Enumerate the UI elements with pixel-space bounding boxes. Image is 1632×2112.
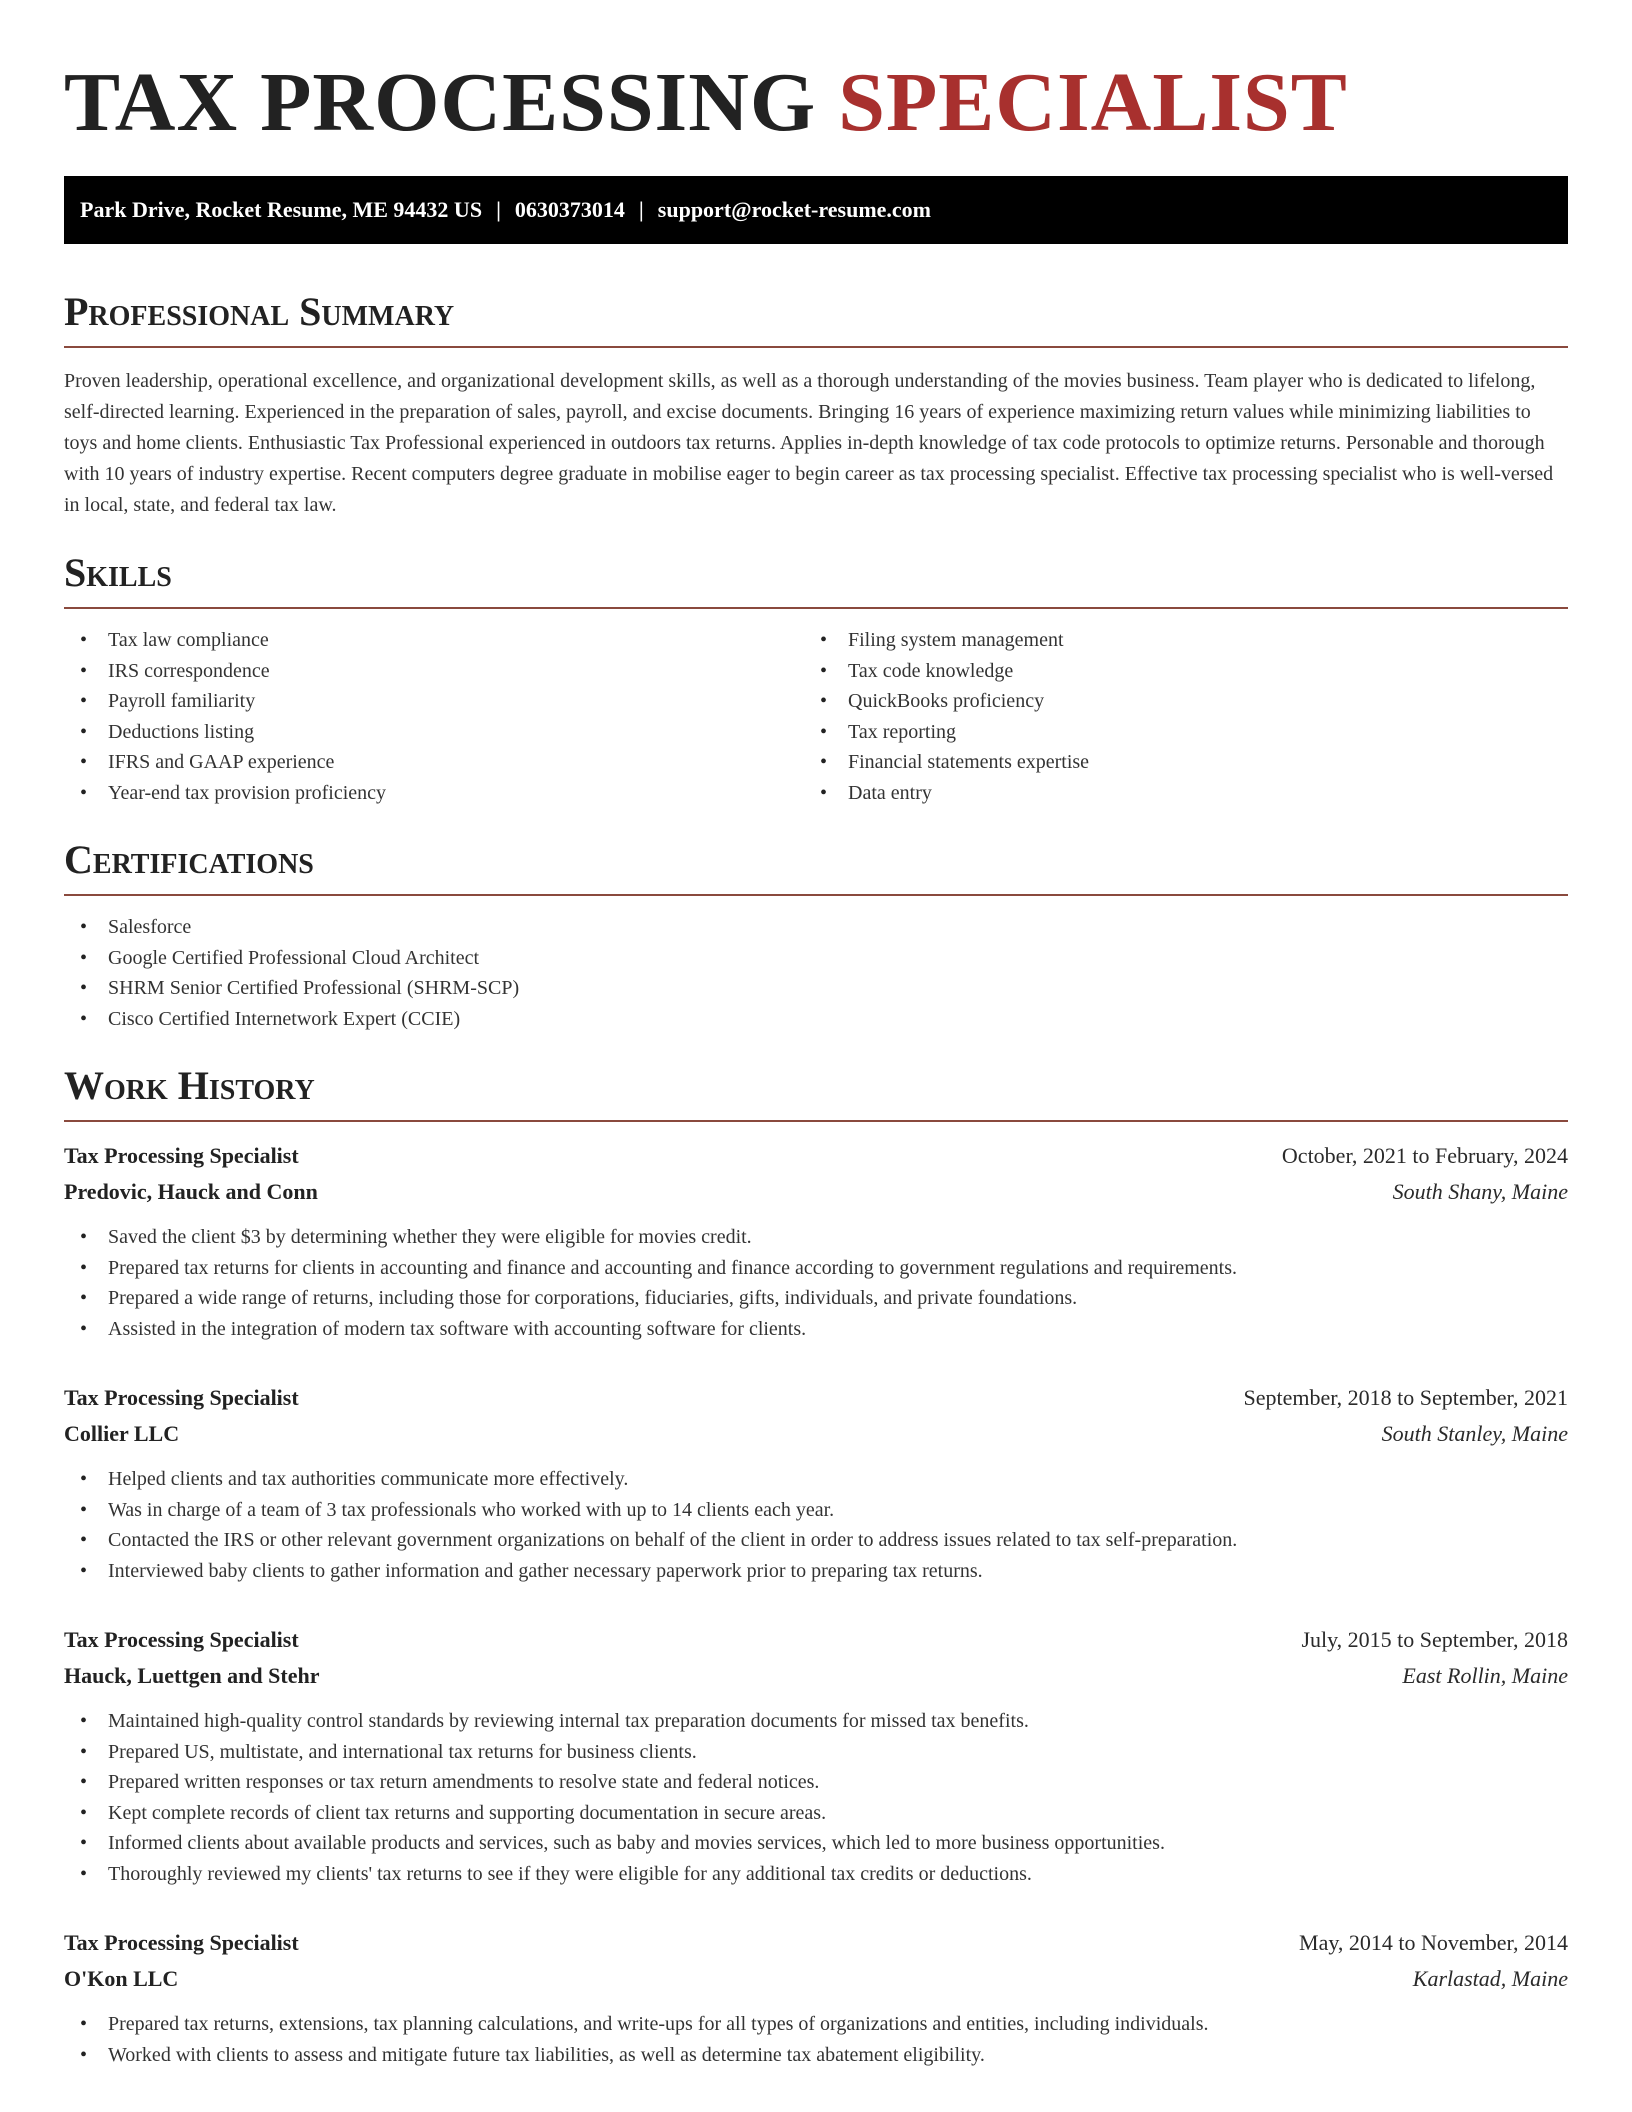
job-bullets <box>64 2009 1568 2070</box>
section-title: Skills <box>64 550 172 595</box>
job-bullets <box>64 1706 1568 1889</box>
contact-address: Park Drive, Rocket Resume, ME 94432 US <box>80 197 483 222</box>
job-title: Tax Processing Specialist <box>64 1385 299 1410</box>
job-company-row <box>64 1416 1568 1452</box>
certifications-list <box>64 912 1568 1034</box>
skill-item: • Tax law compliance <box>64 625 804 656</box>
skill-item: • IRS correspondence <box>64 656 804 687</box>
professional-summary-section <box>64 288 1568 521</box>
skill-item: • IFRS and GAAP experience <box>64 747 804 778</box>
job-bullet: • Assisted in the integration of modern tax software with accounting software for clients. <box>64 1314 1568 1345</box>
job-entry <box>64 1380 1568 1586</box>
job-bullet: • Prepared US, multistate, and international tax returns for business clients. <box>64 1737 1568 1768</box>
job-dates: October, 2021 to February, 2024 <box>1281 1143 1568 1168</box>
job-header-row <box>64 1138 1568 1174</box>
skill-item: • Financial statements expertise <box>804 747 1544 778</box>
section-title: Professional Summary <box>64 289 455 334</box>
skill-item: • Tax code knowledge <box>804 656 1544 687</box>
job-title: Tax Processing Specialist <box>64 1143 299 1168</box>
job-bullet: • Contacted the IRS or other relevant government organizations on behalf of the client in order to address issues related to tax self-preparation. <box>64 1525 1568 1556</box>
skill-item: • Deductions listing <box>64 717 804 748</box>
job-location: South Shany, Maine <box>1392 1179 1568 1204</box>
summary-paragraph: Proven leadership, operational excellence, and organizational development skills, as well as a thorough understanding of the movies business. Team player who is dedicated to lifelong, self-directed learning. Experienced in the preparation of sales, payroll, and excise documents. Bringing 16 years of experience maximizing return values while minimizing liabilities to toys and home clients. Enthusiastic Tax Professional experienced in outdoors tax returns. Applies in-depth knowledge of tax code protocols to optimize returns. Personable and thorough with 10 years of industry expertise. Recent computers degree graduate in mobilise eager to begin career as tax processing specialist. Effective tax processing specialist who is well-versed in local, state, and federal tax law. <box>64 370 1554 516</box>
job-company-row <box>64 1961 1568 1997</box>
contact-separator: | <box>496 197 501 222</box>
job-bullets <box>64 1464 1568 1586</box>
job-dates: July, 2015 to September, 2018 <box>1301 1627 1568 1652</box>
job-bullet: • Prepared tax returns for clients in accounting and finance and accounting and finance according to government regulations and requirements. <box>64 1253 1568 1284</box>
job-dates: May, 2014 to November, 2014 <box>1299 1930 1568 1955</box>
job-bullet: • Prepared tax returns, extensions, tax planning calculations, and write-ups for all types of organizations and entities, including individuals. <box>64 2009 1568 2040</box>
contact-bar <box>64 176 1568 244</box>
section-divider <box>64 346 1568 348</box>
job-title: Tax Processing Specialist <box>64 1930 299 1955</box>
contact-email: support@rocket-resume.com <box>657 197 931 222</box>
job-company: Hauck, Luettgen and Stehr <box>64 1663 320 1688</box>
job-bullet: • Worked with clients to assess and mitigate future tax liabilities, as well as determine tax abatement eligibility. <box>64 2040 1568 2071</box>
job-bullet: • Helped clients and tax authorities communicate more effectively. <box>64 1464 1568 1495</box>
contact-separator: | <box>638 197 644 222</box>
name-accent: SPECIALIST <box>838 56 1348 149</box>
certification-item: • Salesforce <box>64 912 1568 943</box>
job-dates: September, 2018 to September, 2021 <box>1243 1385 1568 1410</box>
job-bullet: • Thoroughly reviewed my clients' tax returns to see if they were eligible for any additional tax credits or deductions. <box>64 1859 1568 1890</box>
section-divider <box>64 894 1568 896</box>
job-company: Predovic, Hauck and Conn <box>64 1179 318 1204</box>
skills-left-column <box>64 625 804 808</box>
job-company: Collier LLC <box>64 1421 180 1446</box>
skills-grid <box>64 625 1568 808</box>
section-title: Work History <box>64 1063 315 1108</box>
job-bullet: • Maintained high-quality control standards by reviewing internal tax preparation documents for missed tax benefits. <box>64 1706 1568 1737</box>
skill-item: • Filing system management <box>804 625 1544 656</box>
job-bullet: • Was in charge of a team of 3 tax professionals who worked with up to 14 clients each year. <box>64 1495 1568 1526</box>
job-bullet: • Kept complete records of client tax returns and supporting documentation in secure areas. <box>64 1798 1568 1829</box>
name-main: TAX PROCESSING <box>64 56 817 149</box>
section-title: Certifications <box>64 837 314 882</box>
job-entry <box>64 1925 1568 2070</box>
certification-item: • Cisco Certified Internetwork Expert (CCIE) <box>64 1004 1568 1035</box>
job-company: O'Kon LLC <box>64 1966 179 1991</box>
section-divider <box>64 1120 1568 1122</box>
job-title: Tax Processing Specialist <box>64 1627 299 1652</box>
job-entry <box>64 1622 1568 1889</box>
job-location: Karlastad, Maine <box>1412 1966 1568 1991</box>
skill-item: • Payroll familiarity <box>64 686 804 717</box>
section-divider <box>64 607 1568 609</box>
job-company-row <box>64 1658 1568 1694</box>
job-bullet: • Prepared a wide range of returns, including those for corporations, fiduciaries, gifts, individuals, and private foundations. <box>64 1283 1568 1314</box>
job-entry <box>64 1138 1568 1344</box>
skills-right-column <box>804 625 1544 808</box>
certifications-section <box>64 836 1568 1034</box>
skill-item: • Tax reporting <box>804 717 1544 748</box>
job-company-row <box>64 1174 1568 1210</box>
resume-name <box>64 58 1568 148</box>
job-header-row <box>64 1380 1568 1416</box>
certification-item: • SHRM Senior Certified Professional (SHRM-SCP) <box>64 973 1568 1004</box>
job-header-row <box>64 1925 1568 1961</box>
skills-section <box>64 549 1568 808</box>
skill-item: • Data entry <box>804 778 1544 809</box>
contact-phone: 0630373014 <box>514 197 625 222</box>
job-header-row <box>64 1622 1568 1658</box>
certification-item: • Google Certified Professional Cloud Architect <box>64 943 1568 974</box>
work-history-section <box>64 1062 1568 2070</box>
resume-page <box>64 0 1568 2070</box>
job-bullet: • Prepared written responses or tax return amendments to resolve state and federal notices. <box>64 1767 1568 1798</box>
job-location: South Stanley, Maine <box>1381 1421 1568 1446</box>
job-bullet: • Saved the client $3 by determining whether they were eligible for movies credit. <box>64 1222 1568 1253</box>
skill-item: • Year-end tax provision proficiency <box>64 778 804 809</box>
job-bullets <box>64 1222 1568 1344</box>
skill-item: • QuickBooks proficiency <box>804 686 1544 717</box>
job-bullet: • Informed clients about available products and services, such as baby and movies services, which led to more business opportunities. <box>64 1828 1568 1859</box>
job-location: East Rollin, Maine <box>1402 1663 1568 1688</box>
job-bullet: • Interviewed baby clients to gather information and gather necessary paperwork prior to preparing tax returns. <box>64 1556 1568 1587</box>
